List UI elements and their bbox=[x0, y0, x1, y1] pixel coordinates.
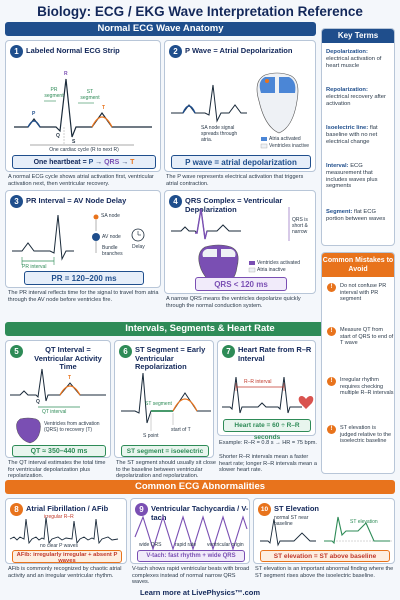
panel-title: PR Interval = AV Node Delay bbox=[26, 196, 127, 205]
term-definition: electrical recovery after activation bbox=[326, 93, 386, 107]
label-pr-segment: PR segment bbox=[44, 87, 64, 99]
mistake-item: Do not confuse PR interval with PR segment bbox=[340, 283, 387, 302]
heartbeat-box bbox=[12, 155, 156, 169]
mistakes-title: Common Mistakes to Avoid bbox=[322, 253, 394, 277]
key-term-segment bbox=[326, 209, 392, 223]
delay-label: Delay bbox=[132, 244, 145, 250]
term-name: Isoelectric line: bbox=[326, 125, 369, 131]
panel-st-elevation bbox=[253, 498, 395, 564]
st-diagram bbox=[115, 341, 215, 459]
panel-title: QRS Complex = Ventricular Depolarization bbox=[185, 196, 283, 214]
vtach-box: V-tach: fast rhythm + wide QRS bbox=[137, 550, 245, 562]
qt-interval-label: QT interval bbox=[42, 409, 67, 415]
panel-title: Labeled Normal ECG Strip bbox=[26, 46, 120, 55]
panel-title: Heart Rate from R–R Interval bbox=[238, 345, 312, 363]
panel-1-description: A normal ECG cycle shows atrial activation first, ventricular activation next, then ventricular recovery. bbox=[8, 174, 154, 187]
term-definition: electrical activation of heart muscle bbox=[326, 55, 382, 69]
term-name: Depolarization: bbox=[326, 49, 368, 55]
panel-number: 9 bbox=[135, 503, 148, 516]
section-intervals-header: Intervals, Segments & Heart Rate bbox=[5, 322, 395, 336]
panel-number: 1 bbox=[10, 45, 23, 58]
panel-number: 7 bbox=[222, 345, 235, 358]
panel-normal-ecg-strip bbox=[5, 40, 161, 172]
panel-title: Ventricular Tachycardia / V-tach bbox=[151, 504, 249, 522]
label-t: T bbox=[68, 375, 72, 381]
legend-atria-activated: Atria activated bbox=[269, 136, 301, 142]
qt-box: QT ≈ 350–440 ms bbox=[12, 445, 106, 457]
section-abnormal-header: Common ECG Abnormalities bbox=[5, 480, 395, 494]
panel-2-description: The P wave represents electrical activation that triggers atrial contraction. bbox=[166, 174, 304, 187]
legend-atria-inactive: Atria inactive bbox=[257, 267, 286, 273]
legend-ventricles-inactive: Ventricles inactive bbox=[269, 143, 310, 149]
term-name: Segment: bbox=[326, 209, 353, 215]
arrow-icon: → bbox=[95, 159, 103, 166]
mistake-item: Irregular rhythm requires checking multiple R–R intervals bbox=[340, 377, 394, 396]
ventricular-origin-label: ventricular origin bbox=[207, 542, 244, 548]
label-t: T bbox=[102, 105, 106, 111]
mistake-item: ST elevation is judged relative to the isoelectric baseline bbox=[340, 425, 392, 444]
term-definition: ECG measurement that includes waves plus segments bbox=[326, 163, 378, 190]
panel-title: QT Interval = Ventricular Activity Time bbox=[34, 345, 102, 371]
arrow-icon: → bbox=[121, 159, 129, 166]
st-segment-label: ST segment bbox=[145, 401, 172, 407]
panel-heart-rate bbox=[217, 340, 316, 441]
panel-number: 2 bbox=[169, 45, 182, 58]
label-s: S bbox=[72, 139, 76, 145]
heartbeat-t: T bbox=[130, 159, 135, 166]
panel-pr-interval bbox=[5, 190, 161, 288]
panel-number: 3 bbox=[10, 195, 23, 208]
label-st-segment: ST segment bbox=[80, 89, 100, 101]
panel-title: P Wave = Atrial Depolarization bbox=[185, 46, 293, 55]
key-term-depolarization bbox=[326, 49, 392, 69]
panel-number: 10 bbox=[258, 503, 271, 516]
warning-icon: ! bbox=[327, 327, 336, 336]
st-elevation-label: ST elevation bbox=[350, 519, 378, 525]
s-point-label: S point bbox=[143, 433, 159, 439]
rr-interval-label: R–R interval bbox=[244, 379, 272, 385]
irregular-rr-label: irregular R–R bbox=[44, 514, 74, 520]
term-name: Repolarization: bbox=[326, 87, 368, 93]
av-node-label: AV node bbox=[102, 234, 121, 240]
footer-link[interactable]: Learn more at LivePhysics™.com bbox=[139, 588, 261, 597]
normal-ecg-waveform bbox=[6, 41, 162, 173]
term-definition: flat ECG portion between waves bbox=[326, 209, 386, 222]
afib-box: AFib: irregularly irregular + absent P waves bbox=[12, 550, 122, 563]
heartbeat-p: P bbox=[88, 159, 94, 166]
bundle-branches-label: Bundle branches bbox=[102, 245, 123, 257]
term-name: Interval: bbox=[326, 163, 349, 169]
panel-6-description: The ST segment should usually sit close to the baseline between ventricular depolarization and repolarization. bbox=[116, 460, 217, 480]
panel-8-description: AFib is commonly recognized by chaotic atrial activity and an irregular ventricular rhythm. bbox=[8, 566, 122, 579]
panel-9-description: V-tach shows rapid ventricular beats with broad complexes instead of normal narrow QRS waves. bbox=[132, 566, 250, 586]
panel-afib bbox=[5, 498, 127, 564]
normal-st-label: normal ST near baseline bbox=[274, 515, 309, 527]
panel-st-segment bbox=[114, 340, 214, 458]
heartbeat-prefix: One heartbeat = bbox=[33, 159, 87, 166]
mistake-item: Measure QT from start of QRS to end of T wave bbox=[340, 327, 394, 346]
cardiac-cycle-label: One cardiac cycle (R to next R) bbox=[49, 147, 119, 153]
sa-node-label: SA node signal spreads through atria. bbox=[201, 125, 238, 143]
start-t-label: start of T bbox=[171, 427, 191, 433]
qrs-box: QRS < 120 ms bbox=[195, 277, 287, 291]
panel-p-wave bbox=[164, 40, 316, 172]
panel-title: ST Segment = Early Ventricular Repolarization bbox=[135, 345, 206, 371]
panel-number: 6 bbox=[119, 345, 132, 358]
panel-qrs-complex bbox=[164, 190, 316, 294]
key-term-interval bbox=[326, 163, 392, 190]
label-r: R bbox=[64, 71, 68, 77]
rapid-rate-label: rapid rate bbox=[175, 542, 197, 548]
p-wave-diagram bbox=[165, 41, 317, 173]
pr-interval-label: PR interval bbox=[22, 264, 47, 270]
st-elevation-box: ST elevation = ST above baseline bbox=[260, 550, 390, 562]
qt-diagram bbox=[6, 341, 112, 459]
pr-box: PR = 120–200 ms bbox=[24, 271, 144, 285]
panel-vtach bbox=[130, 498, 250, 564]
hr-example: Example: R–R = 0.8 s → HR = 75 bpm. bbox=[219, 440, 317, 446]
panel-7-description: Shorter R–R intervals mean a faster heart rate; longer R–R intervals mean a slower heart rate. bbox=[219, 454, 317, 474]
term-definition: flat baseline with no net electrical change bbox=[326, 125, 378, 145]
panel-number: 8 bbox=[10, 503, 23, 516]
sa-node-label: SA node bbox=[101, 213, 120, 219]
panel-title: Atrial Fibrillation / AFib bbox=[26, 504, 109, 513]
warning-icon: ! bbox=[327, 425, 336, 434]
key-terms-title: Key Terms bbox=[322, 29, 394, 43]
panel-qt-interval bbox=[5, 340, 111, 458]
panel-number: 4 bbox=[169, 195, 182, 208]
heartbeat-qrs: QRS bbox=[104, 159, 120, 166]
key-term-repolarization bbox=[326, 87, 392, 107]
panel-number: 5 bbox=[10, 345, 23, 358]
panel-3-description: The PR interval reflects time for the signal to travel from atria through the AV node before ventricles fire. bbox=[8, 290, 159, 303]
panel-5-description: The QT interval estimates the total time for ventricular depolarization plus repolarization. bbox=[8, 460, 106, 480]
label-q: Q bbox=[56, 133, 60, 139]
warning-icon: ! bbox=[327, 283, 336, 292]
page-title: Biology: ECG / EKG Wave Interpretation Reference bbox=[37, 4, 363, 19]
label-q: Q bbox=[36, 399, 40, 405]
panel-10-description: ST elevation is an important abnormal finding where the ST segment rises above the isoelectric baseline. bbox=[255, 566, 394, 579]
panel-4-description: A narrow QRS means the ventricles depolarize quickly through the normal conduction system. bbox=[166, 296, 301, 309]
warning-icon: ! bbox=[327, 377, 336, 386]
hr-box: Heart rate = 60 ÷ R–R seconds bbox=[223, 419, 311, 432]
section-anatomy-header: Normal ECG Wave Anatomy bbox=[5, 22, 316, 36]
key-term-isoelectric bbox=[326, 125, 392, 145]
common-mistakes-panel bbox=[321, 252, 395, 474]
p-wave-box: P wave = atrial depolarization bbox=[171, 155, 311, 169]
legend-ventricles-activated: Ventricles activated bbox=[257, 260, 301, 266]
panel-title: ST Elevation bbox=[274, 504, 320, 513]
st-box: ST segment = isoelectric bbox=[121, 445, 209, 457]
key-terms-panel bbox=[321, 28, 395, 246]
label-p: P bbox=[32, 111, 36, 117]
qrs-note: QRS is short & narrow bbox=[292, 217, 308, 235]
qt-note: Ventricles from activation (QRS) to recovery (T) bbox=[44, 421, 100, 433]
no-p-waves-label: no clear P waves bbox=[40, 543, 78, 549]
wide-qrs-label: wide QRS bbox=[139, 542, 162, 548]
